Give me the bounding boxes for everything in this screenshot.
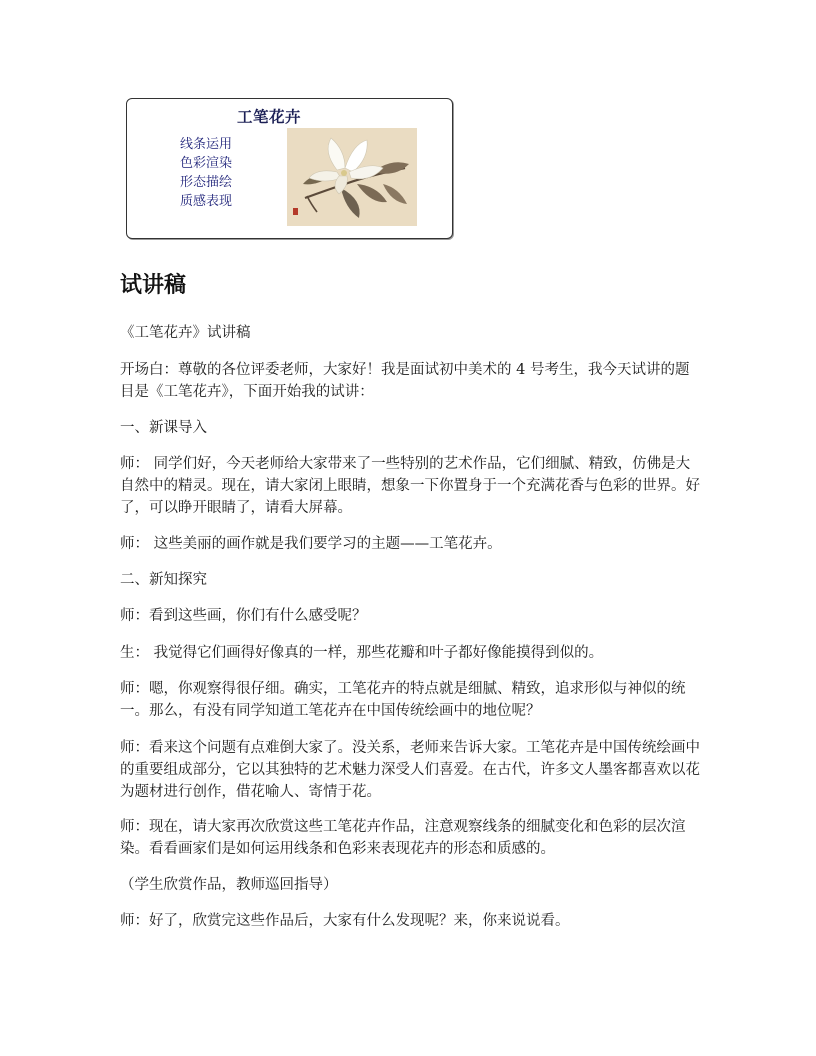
magnolia-painting-image bbox=[287, 128, 417, 226]
paragraph: 师：好了，欣赏完这些作品后，大家有什么发现呢？来，你来说说看。 bbox=[120, 913, 570, 929]
magnolia-painting-icon bbox=[287, 128, 417, 226]
paragraph: 师：看来这个问题有点难倒大家了。没关系，老师来告诉大家。工笔花卉是中国传统绘画中的重要组成部分，它以其独特的艺术魅力深受人们喜爱。在古代，许多文人墨客都喜欢以花为题材进行创作，借花喻人、寄情于花。 bbox=[120, 740, 700, 800]
card-title: 工笔花卉 bbox=[237, 108, 302, 126]
paragraph: 师： 同学们好，今天老师给大家带来了一些特别的艺术作品，它们细腻、精致，仿佛是大自然中的精灵。现在，请大家闭上眼睛，想象一下你置身于一个充满花香与色彩的世界。好了，可以睁开眼睛了，请看大屏幕。 bbox=[120, 456, 700, 516]
topic-card bbox=[126, 98, 453, 239]
card-item: 线条运用 bbox=[180, 137, 233, 152]
paragraph-subtitle: 《工笔花卉》试讲稿 bbox=[120, 325, 251, 341]
section-heading-explore: 二、新知探究 bbox=[120, 572, 207, 588]
paragraph: 师：现在，请大家再次欣赏这些工笔花卉作品，注意观察线条的细腻变化和色彩的层次渲染。看看画家们是如何运用线条和色彩来表现花卉的形态和质感的。 bbox=[120, 819, 686, 857]
card-item: 形态描绘 bbox=[180, 175, 233, 190]
paragraph-stage-direction: （学生欣赏作品，教师巡回指导） bbox=[120, 877, 338, 893]
card-item: 质感表现 bbox=[180, 194, 233, 209]
card-topic-list bbox=[180, 135, 232, 211]
paragraph: 师：看到这些画，你们有什么感受呢？ bbox=[120, 608, 367, 624]
paragraph: 师：嗯，你观察得很仔细。确实，工笔花卉的特点就是细腻、精致，追求形似与神似的统一。那么，有没有同学知道工笔花卉在中国传统绘画中的地位呢？ bbox=[120, 681, 686, 719]
document-heading: 试讲稿 bbox=[120, 273, 187, 298]
card-item: 色彩渲染 bbox=[180, 156, 233, 171]
paragraph: 师： 这些美丽的画作就是我们要学习的主题——工笔花卉。 bbox=[120, 536, 502, 552]
paragraph-opening: 开场白：尊敬的各位评委老师，大家好！我是面试初中美术的 4 号考生，我今天试讲的题目是《工笔花卉》，下面开始我的试讲： bbox=[120, 362, 690, 400]
paragraph: 生： 我觉得它们画得好像真的一样，那些花瓣和叶子都好像能摸得到似的。 bbox=[120, 645, 604, 661]
section-heading-intro: 一、新课导入 bbox=[120, 420, 207, 436]
